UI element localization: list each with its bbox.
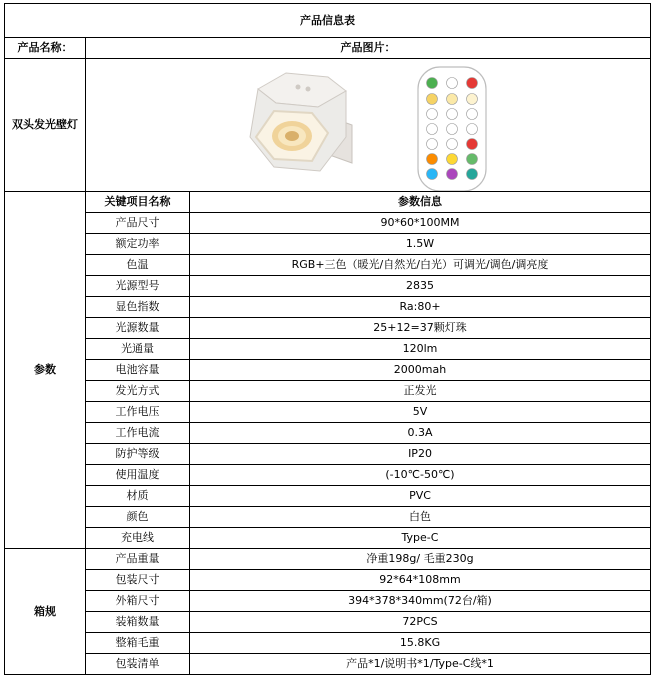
param-key: 光源数量 — [86, 318, 190, 339]
param-value: 1.5W — [190, 234, 651, 255]
param-key: 发光方式 — [86, 381, 190, 402]
packing-key: 装箱数量 — [86, 612, 190, 633]
param-value: 正发光 — [190, 381, 651, 402]
table-row — [5, 654, 651, 675]
packing-key: 产品重量 — [86, 549, 190, 570]
param-key: 产品尺寸 — [86, 213, 190, 234]
table-row — [5, 318, 651, 339]
table-row — [5, 255, 651, 276]
param-key: 显色指数 — [86, 297, 190, 318]
param-value: Ra:80+ — [190, 297, 651, 318]
param-key: 材质 — [86, 486, 190, 507]
product-image-label: 产品图片： — [86, 38, 651, 59]
remote-control-photo-icon — [417, 66, 487, 192]
param-key: 额定功率 — [86, 234, 190, 255]
param-value: 90*60*100MM — [190, 213, 651, 234]
packing-key: 外箱尺寸 — [86, 591, 190, 612]
table-row — [5, 612, 651, 633]
col-value-header: 参数信息 — [190, 192, 651, 213]
table-row — [5, 402, 651, 423]
table-row — [5, 297, 651, 318]
param-value: 白色 — [190, 507, 651, 528]
packing-key: 包装清单 — [86, 654, 190, 675]
param-value: IP20 — [190, 444, 651, 465]
param-value: (-10℃-50℃) — [190, 465, 651, 486]
param-value: 2835 — [190, 276, 651, 297]
wall-lamp-photo-icon — [236, 67, 356, 187]
params-section-label: 参数 — [5, 192, 86, 549]
table-row — [5, 360, 651, 381]
packing-value: 产品*1/说明书*1/Type-C线*1 — [190, 654, 651, 675]
param-value: 25+12=37颗灯珠 — [190, 318, 651, 339]
packing-section-label: 箱规 — [5, 549, 86, 675]
table-title: 产品信息表 — [5, 4, 651, 38]
param-value: Type-C — [190, 528, 651, 549]
table-row — [5, 381, 651, 402]
col-key-header: 关键项目名称 — [86, 192, 190, 213]
product-name-value: 双头发光壁灯 — [5, 59, 86, 192]
packing-value: 72PCS — [190, 612, 651, 633]
packing-key: 包装尺寸 — [86, 570, 190, 591]
product-info-table — [4, 3, 651, 675]
param-value: RGB+三色（暖光/自然光/白光）可调光/调色/调亮度 — [190, 255, 651, 276]
table-row — [5, 528, 651, 549]
param-value: 120lm — [190, 339, 651, 360]
param-key: 电池容量 — [86, 360, 190, 381]
param-key: 光源型号 — [86, 276, 190, 297]
param-value: PVC — [190, 486, 651, 507]
param-value: 5V — [190, 402, 651, 423]
packing-value: 92*64*108mm — [190, 570, 651, 591]
table-row — [5, 486, 651, 507]
table-row — [5, 633, 651, 654]
table-row — [5, 276, 651, 297]
param-value: 0.3A — [190, 423, 651, 444]
param-key: 充电线 — [86, 528, 190, 549]
packing-key: 整箱毛重 — [86, 633, 190, 654]
param-key: 使用温度 — [86, 465, 190, 486]
packing-value: 394*378*340mm(72台/箱) — [190, 591, 651, 612]
table-row — [5, 423, 651, 444]
table-row — [5, 213, 651, 234]
table-row — [5, 444, 651, 465]
param-key: 颜色 — [86, 507, 190, 528]
param-key: 工作电流 — [86, 423, 190, 444]
param-key: 工作电压 — [86, 402, 190, 423]
product-images-cell — [86, 59, 651, 192]
table-row — [5, 570, 651, 591]
packing-value: 15.8KG — [190, 633, 651, 654]
table-row — [5, 465, 651, 486]
product-name-label: 产品名称： — [5, 38, 86, 59]
table-row — [5, 549, 651, 570]
param-value: 2000mah — [190, 360, 651, 381]
packing-value: 净重198g/ 毛重230g — [190, 549, 651, 570]
param-key: 防护等级 — [86, 444, 190, 465]
table-row — [5, 591, 651, 612]
param-key: 光通量 — [86, 339, 190, 360]
table-row — [5, 507, 651, 528]
table-row — [5, 339, 651, 360]
param-key: 色温 — [86, 255, 190, 276]
table-row — [5, 234, 651, 255]
